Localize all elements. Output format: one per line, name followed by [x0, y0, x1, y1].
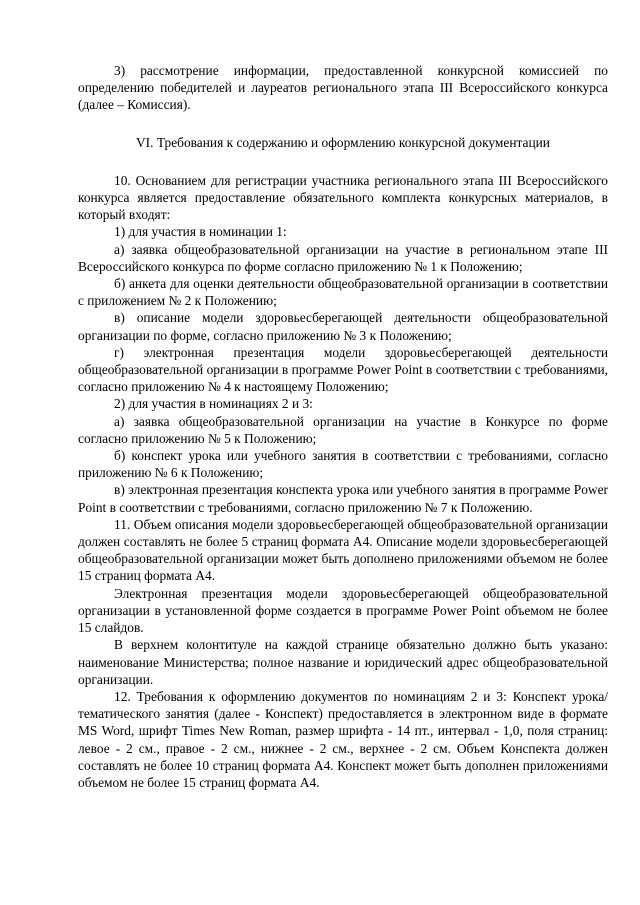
- paragraph-11: 11. Объем описания модели здоровьесберегающей общеобразовательной организации должен составлять не более 5 страниц формата А4. Описание модели здоровьесберегающей общеобразовательной организации может быть дополнено приложениями объемом не более 15 страниц формата А4.: [78, 516, 608, 584]
- list-item-2a: а) заявка общеобразовательной организации на участие в Конкурсе по форме согласно приложению № 5 к Положению;: [78, 413, 608, 446]
- list-item-1g: г) электронная презентация модели здоровьесберегающей деятельности общеобразовательной организации в программе Power Point в соответствии с требованиями, согласно приложению № 4 к настоящему Положению;: [78, 344, 608, 395]
- list-item-1v: в) описание модели здоровьесберегающей деятельности общеобразовательной организации по форме, согласно приложению № 3 к Положению;: [78, 310, 608, 343]
- section-heading: VI. Требования к содержанию и оформлению конкурсной документации: [136, 134, 550, 150]
- paragraph-header-footer: В верхнем колонтитуле на каждой странице обязательно должно быть указано: наименование Министерства; полное название и юридический адрес общеобразовательной организации.: [78, 637, 608, 687]
- list-item-1b: б) анкета для оценки деятельности общеобразовательной организации в соответствии с приложением № 2 к Положению;: [78, 276, 608, 309]
- paragraph-3-commission: 3) рассмотрение информации, предоставленной конкурсной комиссией по определению победителей и лауреатов регионального этапа III Всероссийского конкурса (далее – Комиссия).: [78, 63, 608, 113]
- list-item-1a: а) заявка общеобразовательной организации на участие в региональном этапе III Всероссийского конкурса по форме согласно приложению № 1 к Положению;: [78, 241, 608, 274]
- list-item-2b: б) конспект урока или учебного занятия в соответствии с требованиями, согласно приложению № 6 к Положению;: [78, 448, 608, 481]
- list-item-nominations-2-3: 2) для участия в номинациях 2 и 3:: [114, 396, 313, 412]
- list-item-2v: в) электронная презентация конспекта урока или учебного занятия в программе Power Point в соответствии с требованиями, согласно приложению № 7 к Положению.: [78, 482, 608, 515]
- paragraph-presentation: Электронная презентация модели здоровьесберегающей общеобразовательной организации в установленной форме создается в программе Power Point объемом не более 15 слайдов.: [78, 585, 608, 636]
- paragraph-10: 10. Основанием для регистрации участника регионального этапа III Всероссийского конкурса является предоставление обязательного комплекта конкурсных материалов, в который входят:: [78, 172, 608, 223]
- paragraph-12: 12. Требования к оформлению документов по номинациям 2 и 3: Конспект урока/тематического занятия (далее - Конспект) предоставляется в электронном виде в формате MS Word, шрифт Times New Roman, размер шрифта - 14 пт., интервал - 1,0, поля страниц: левое - 2 см., правое - 2 см., нижнее - 2 см., верхнее - 2 см. Объем Конспекта должен составлять не более 10 страниц формата А4. Конспект может быть дополнен приложениями объемом не более 15 страниц формата А4.: [78, 688, 608, 790]
- list-item-nomination-1: 1) для участия в номинации 1:: [114, 224, 287, 240]
